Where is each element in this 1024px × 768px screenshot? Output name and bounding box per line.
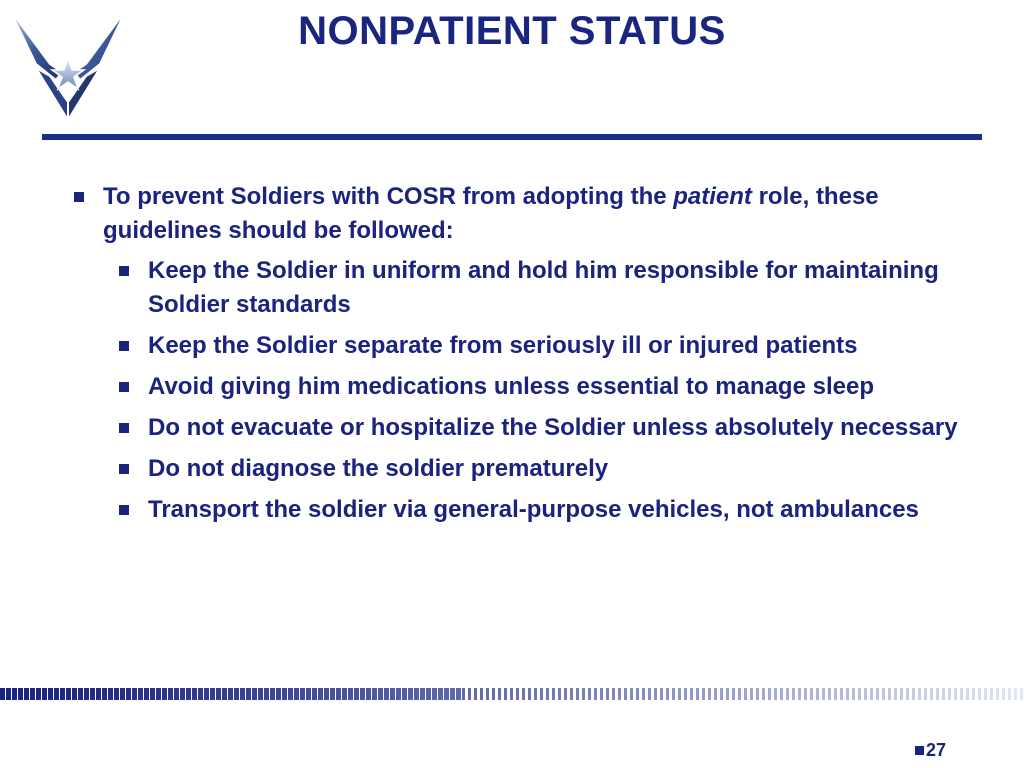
main-bullet xyxy=(70,180,970,248)
page-number-text: 27 xyxy=(925,740,946,760)
title-divider xyxy=(42,134,982,140)
sub-bullet xyxy=(148,452,970,486)
main-bullet-text-after: role, these guidelines should be followed: xyxy=(103,183,879,244)
sub-bullet-text: Keep the Soldier in uniform and hold him responsible for maintaining Soldier standards xyxy=(148,257,939,318)
sub-bullet xyxy=(148,370,970,404)
sub-bullet-text: Keep the Soldier separate from seriously ill or injured patients xyxy=(148,332,858,359)
sub-bullet-text: Do not diagnose the soldier prematurely xyxy=(148,455,609,482)
square-bullet-icon xyxy=(119,341,129,351)
sub-bullet xyxy=(148,411,970,445)
sub-bullet-list xyxy=(70,254,970,527)
slide-title: NONPATIENT STATUS xyxy=(298,9,726,53)
main-bullet-emphasis: patient xyxy=(673,183,752,210)
sub-bullet-text: Do not evacuate or hospitalize the Soldier unless absolutely necessary xyxy=(148,414,958,441)
sub-bullet xyxy=(148,329,970,363)
slide-content xyxy=(70,180,970,534)
sub-bullet xyxy=(148,493,970,527)
square-bullet-icon xyxy=(119,382,129,392)
square-bullet-icon xyxy=(119,423,129,433)
square-bullet-icon xyxy=(74,192,84,202)
sub-bullet-text: Avoid giving him medications unless essential to manage sleep xyxy=(148,373,874,400)
square-bullet-icon xyxy=(915,746,924,755)
main-bullet-text-before: To prevent Soldiers with COSR from adopting the xyxy=(103,183,674,210)
page-number xyxy=(915,740,946,761)
square-bullet-icon xyxy=(119,464,129,474)
square-bullet-icon xyxy=(119,505,129,515)
sub-bullet-text: Transport the soldier via general-purpose vehicles, not ambulances xyxy=(148,496,919,523)
sub-bullet xyxy=(148,254,970,322)
square-bullet-icon xyxy=(119,266,129,276)
footer-gradient-bar xyxy=(0,688,1024,700)
